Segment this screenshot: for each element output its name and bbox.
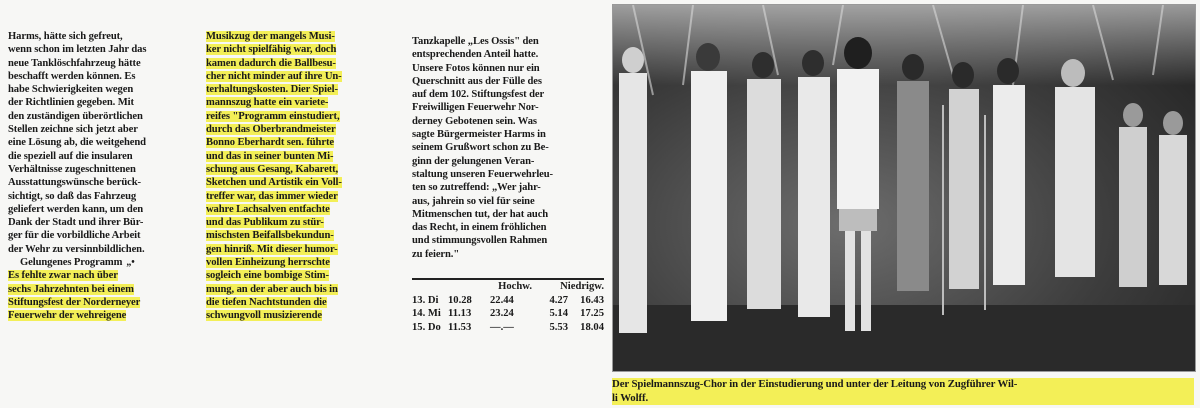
col1-line: neue Tanklöschfahrzeug hätte xyxy=(8,57,141,69)
col2-paragraph xyxy=(206,30,404,323)
tide-row xyxy=(412,307,604,321)
tide-low-1: 5.53 xyxy=(549,321,568,333)
col3-line: ten so zutreffend: „Wer jahr- xyxy=(412,182,541,194)
col2-line: Sketchen und Artistik ein Voll- xyxy=(206,177,342,189)
subheading xyxy=(20,256,203,269)
col2-line: gen hinriß. Mit dieser humor- xyxy=(206,243,338,255)
col2-line: vollen Einheizung herrschte xyxy=(206,257,330,269)
col2-line: reifes "Programm einstudiert, xyxy=(206,110,340,122)
col2-line: schung aus Gesang, Kabarett, xyxy=(206,163,339,175)
article-column-2 xyxy=(206,30,404,323)
col3-line: auf dem 102. Stiftungsfest der xyxy=(412,89,545,101)
tide-high-2: 23.24 xyxy=(490,308,514,319)
photo-caption xyxy=(612,378,1194,405)
tide-row xyxy=(412,294,604,308)
col2-line: Musikzug der mangels Musi- xyxy=(206,31,335,42)
col1-line: die speziell auf die insularen xyxy=(8,150,133,162)
col3-line: staltung unseren Feuerwehrleu- xyxy=(412,168,553,180)
col3-line: das Recht, in einem fröhlichen xyxy=(412,222,547,234)
tide-table xyxy=(412,278,604,334)
col2-line: schwungvoll musizierende xyxy=(206,310,323,322)
col1-line: sichtigt, so daß das Fahrzeug xyxy=(8,190,137,202)
col1-line: Stiftungsfest der Norderneyer xyxy=(8,296,141,308)
tide-day: 14. Mi xyxy=(412,308,441,319)
col3-line: derney Gebotenen sein. Was xyxy=(412,115,537,127)
tide-low-2: 17.25 xyxy=(580,308,604,319)
col1-line: Es fehlte zwar nach über xyxy=(8,270,118,282)
caption-line-1: Der Spielmannszug-Chor in der Einstudierung und unter der Leitung von Zugführer Wil- xyxy=(612,378,1018,390)
col3-line: Freiwilligen Feuerwehr Nor- xyxy=(412,102,539,114)
col2-line: sogleich eine bombige Stim- xyxy=(206,270,329,282)
subheading-text: Gelungenes Programm xyxy=(20,257,123,269)
col1-line: Feuerwehr der wehreigene xyxy=(8,310,127,322)
col1-paragraph xyxy=(8,30,203,256)
col2-line: mung, an der aber auch bis in xyxy=(206,283,338,295)
choir-photo-illustration xyxy=(613,5,1195,371)
tide-high-2: —.— xyxy=(490,321,514,333)
col1-line: Stellen zeichne sich jetzt aber xyxy=(8,124,138,136)
tide-day: 15. Do xyxy=(412,321,441,333)
col2-line: durch das Oberbrandmeister xyxy=(206,124,336,136)
col3-line: aus, jahrein so viel für seine xyxy=(412,195,535,207)
tide-high-1: 11.13 xyxy=(448,308,472,319)
tide-header-high: Hochw. xyxy=(498,281,532,292)
col1-highlighted-paragraph xyxy=(8,269,203,322)
col3-line: Querschnitt aus der Fülle des xyxy=(412,75,542,87)
col1-line: geliefert werden kann, um den xyxy=(8,203,144,215)
col1-line: Dank der Stadt und ihrer Bür- xyxy=(8,217,144,229)
col2-line: und das in seiner bunten Mi- xyxy=(206,150,334,162)
col3-paragraph xyxy=(412,35,604,261)
col1-line: habe Schwierigkeiten wegen xyxy=(8,84,134,96)
tide-low-2: 16.43 xyxy=(580,294,604,306)
choir-photo xyxy=(612,4,1196,372)
col2-line: die tiefen Nachtstunden die xyxy=(206,296,327,308)
tide-table-header xyxy=(412,280,604,294)
col1-line: der Richtlinien gegeben. Mit xyxy=(8,97,134,109)
tide-low-1: 4.27 xyxy=(549,294,568,306)
tide-high-1: 10.28 xyxy=(448,294,472,306)
col3-line: ginn der gelungenen Veran- xyxy=(412,155,535,167)
col1-line: Ausstattungswünsche berück- xyxy=(8,177,141,189)
col2-line: mischsten Beifallsbekundun- xyxy=(206,230,334,242)
col3-line: Unsere Fotos können nur ein xyxy=(412,62,540,74)
article-column-3 xyxy=(412,35,604,261)
subheading-mark: „• xyxy=(126,257,135,269)
col1-line: eine Lösung ab, die weitgehend xyxy=(8,137,146,149)
col2-line: treffer war, das immer wieder xyxy=(206,190,338,202)
col3-line: zu feiern." xyxy=(412,248,460,260)
col1-line: Verhältnisse zugeschnittenen xyxy=(8,163,136,175)
col3-line: seinem Grußwort schon zu Be- xyxy=(412,142,549,154)
col2-line: cher nicht minder auf ihre Un- xyxy=(206,70,342,82)
col3-line: Tanzkapelle „Les Ossis" den xyxy=(412,36,539,47)
col1-line: ger für die vorbildliche Arbeit xyxy=(8,230,141,242)
col3-line: sagte Bürgermeister Harms in xyxy=(412,129,546,141)
col2-line: kamen dadurch die Ballbesu- xyxy=(206,57,336,69)
tide-day: 13. Di xyxy=(412,294,439,306)
col3-line: und stimmungsvollen Rahmen xyxy=(412,235,548,247)
col1-line: der Wehr zu versinnbildlichen. xyxy=(8,243,145,255)
col1-line: sechs Jahrzehnten bei einem xyxy=(8,283,134,295)
tide-row xyxy=(412,321,604,335)
col2-line: wahre Lachsalven entfachte xyxy=(206,203,330,215)
col3-line: Mitmenschen tut, der hat auch xyxy=(412,208,549,220)
col2-line: ker nicht spielfähig war, doch xyxy=(206,44,337,56)
col2-line: Bonno Eberhardt sen. führte xyxy=(206,137,334,149)
tide-high-2: 22.44 xyxy=(490,294,514,306)
caption-line-2: li Wolff. xyxy=(612,391,649,404)
col1-line: wenn schon im letzten Jahr das xyxy=(8,44,147,56)
tide-header-low: Niedrigw. xyxy=(560,281,604,292)
col1-line: den zuständigen überörtlichen xyxy=(8,110,143,122)
tide-low-1: 5.14 xyxy=(549,308,568,319)
col2-line: terhaltungskosten. Dier Spiel- xyxy=(206,84,338,96)
tide-low-2: 18.04 xyxy=(580,321,604,333)
col3-line: entsprechenden Anteil hatte. xyxy=(412,49,539,61)
col2-line: und das Publikum zu stür- xyxy=(206,217,324,229)
col1-line: beschafft werden können. Es xyxy=(8,70,136,82)
tide-high-1: 11.53 xyxy=(448,321,472,333)
article-column-1 xyxy=(8,30,203,323)
col2-line: mannszug hatte ein variete- xyxy=(206,97,329,109)
col1-line: Harms, hätte sich gefreut, xyxy=(8,31,123,42)
choir-figures xyxy=(619,37,1187,333)
